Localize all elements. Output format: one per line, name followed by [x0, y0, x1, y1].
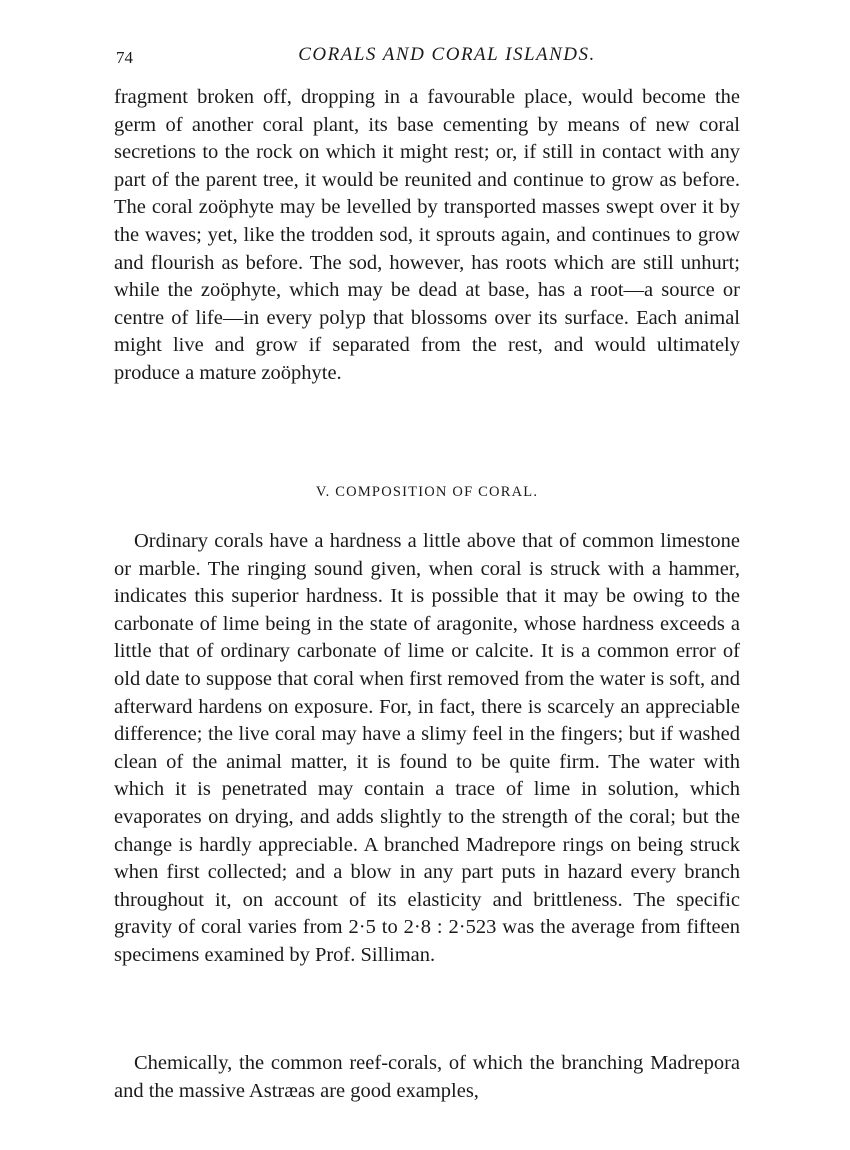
- running-title: CORALS AND CORAL ISLANDS.: [298, 44, 596, 65]
- paragraph-text: fragment broken off, dropping in a favourable place, would become the germ of another coral plant, its base cementing by means of new coral secretions to the rock on which it might rest; or, if still in contact with any part of the parent tree, it would be reunited and continue to grow as before. The coral zoöphyte may be levelled by transported masses swept over it by the waves; yet, like the trodden sod, it sprouts again, and continues to grow and flourish as before. The sod, however, has roots which are still unhurt; while the zoöphyte, which may be dead at base, has a root—a source or centre of life—in every polyp that blossoms over its surface. Each animal might live and grow if separated from the rest, and would ultimately produce a mature zoöphyte.: [114, 86, 740, 384]
- section-heading: V. COMPOSITION OF CORAL.: [315, 484, 539, 500]
- paragraph-continuation: [114, 84, 740, 388]
- running-head: [116, 44, 738, 74]
- page-number: 74: [116, 48, 133, 67]
- paragraph-text: Ordinary corals have a hardness a little above that of common limestone or marble. The ringing sound given, when coral is struck with a hammer, indicates this superior hardness. It is possible that it may be owing to the carbonate of lime being in the state of aragonite, whose hardness exceeds a little that of ordinary carbonate of lime or calcite. It is a common error of old date to suppose that coral when first removed from the water is soft, and afterward hardens on exposure. For, in fact, there is scarcely an appreciable difference; the live coral may have a slimy feel in the fingers; but if washed clean of the animal matter, it is found to be quite firm. The water with which it is penetrated may contain a trace of lime in solution, which evaporates on drying, and adds slightly to the strength of the coral; but the change is hardly appreciable. A branched Madrepore rings on being struck when first collected; and a blow in any part puts in hazard every branch throughout it, on account of its elasticity and brittleness. The specific gravity of coral varies from 2·5 to 2·8 : 2·523 was the average from fifteen specimens examined by Prof. Silliman.: [114, 530, 740, 966]
- paragraph-composition: [114, 528, 740, 970]
- paragraph-chemically: [114, 1050, 740, 1105]
- paragraph-text: Chemically, the common reef-corals, of which the branching Madrepora and the massive Astræas are good examples,: [114, 1052, 740, 1102]
